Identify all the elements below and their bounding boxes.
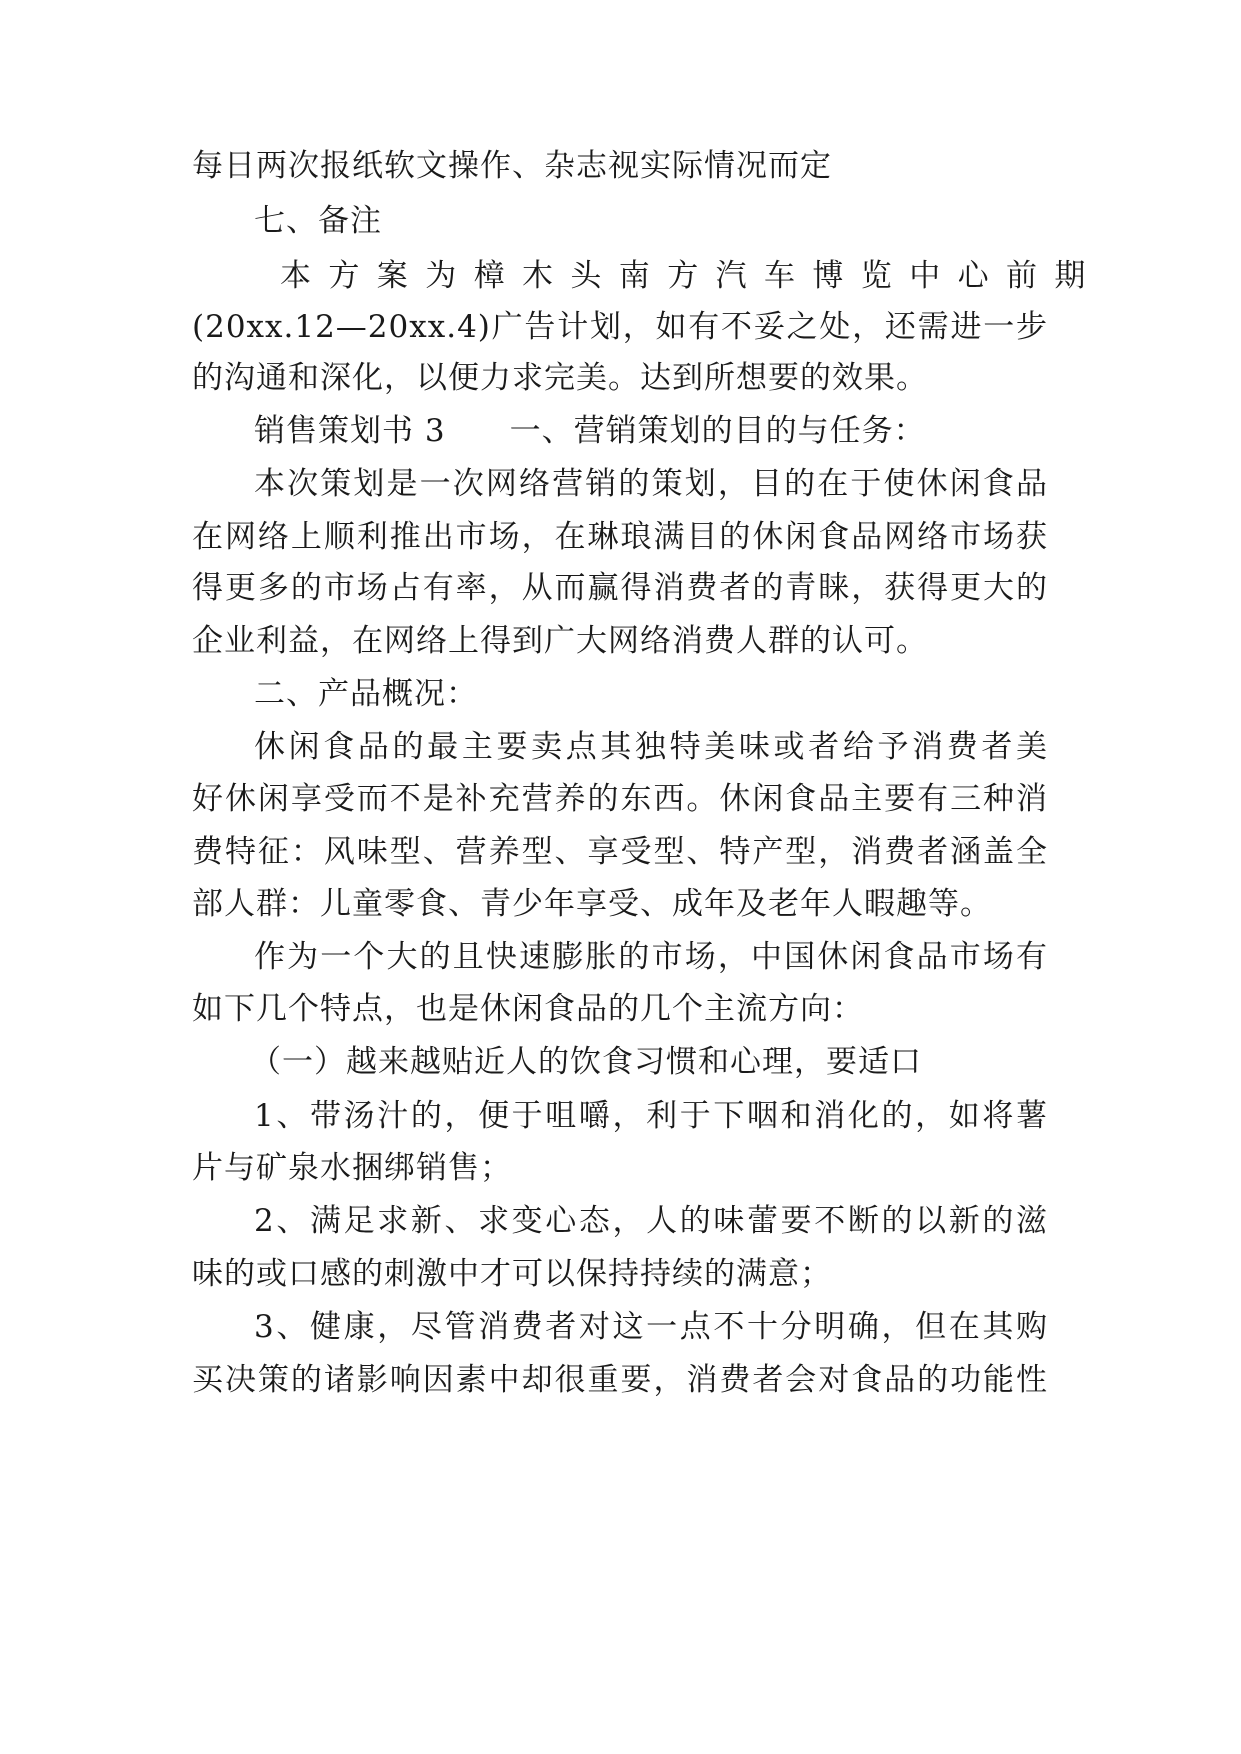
- section-heading: 二、产品概况：: [254, 676, 478, 712]
- text-line: 企业利益，在网络上得到广大网络消费人群的认可。: [192, 623, 928, 659]
- text-line: 的沟通和深化，以便力求完美。达到所想要的效果。: [192, 360, 928, 396]
- text-line: 费特征：风味型、营养型、享受型、特产型，消费者涵盖全: [192, 834, 1048, 870]
- text-line: 本方案为樟木头南方汽车博览中心前期: [280, 258, 1103, 294]
- section-heading: 七、备注: [254, 203, 382, 239]
- text-line: 1、带汤汁的，便于咀嚼，利于下咽和消化的，如将薯: [254, 1098, 1048, 1134]
- section-heading: 销售策划书 3 一、营销策划的目的与任务：: [254, 413, 926, 449]
- text-line: 3、健康，尽管消费者对这一点不十分明确，但在其购: [254, 1309, 1048, 1345]
- text-line: 在网络上顺利推出市场，在琳琅满目的休闲食品网络市场获: [192, 519, 1048, 555]
- text-line: 味的或口感的刺激中才可以保持持续的满意；: [192, 1256, 832, 1292]
- text-line: 如下几个特点，也是休闲食品的几个主流方向：: [192, 991, 864, 1027]
- text-line: 休闲食品的最主要卖点其独特美味或者给予消费者美: [254, 729, 1048, 765]
- text-line: 2、满足求新、求变心态，人的味蕾要不断的以新的滋: [254, 1203, 1048, 1239]
- text-line: 买决策的诸影响因素中却很重要，消费者会对食品的功能性: [192, 1362, 1048, 1398]
- subsection-heading: （一）越来越贴近人的饮食习惯和心理，要适口: [250, 1044, 922, 1080]
- text-line: 部人群：儿童零食、青少年享受、成年及老年人暇趣等。: [192, 886, 992, 922]
- text-line: 每日两次报纸软文操作、杂志视实际情况而定: [192, 148, 832, 184]
- text-line: 本次策划是一次网络营销的策划，目的在于使休闲食品: [254, 466, 1048, 502]
- text-line: 得更多的市场占有率，从而赢得消费者的青睐，获得更大的: [192, 570, 1048, 606]
- text-line: 好休闲享受而不是补充营养的东西。休闲食品主要有三种消: [192, 781, 1048, 817]
- text-line: (20xx.12—20xx.4)广告计划，如有不妥之处，还需进一步: [192, 309, 1048, 345]
- text-line: 片与矿泉水捆绑销售；: [192, 1150, 512, 1186]
- text-line: 作为一个大的且快速膨胀的市场，中国休闲食品市场有: [254, 939, 1048, 975]
